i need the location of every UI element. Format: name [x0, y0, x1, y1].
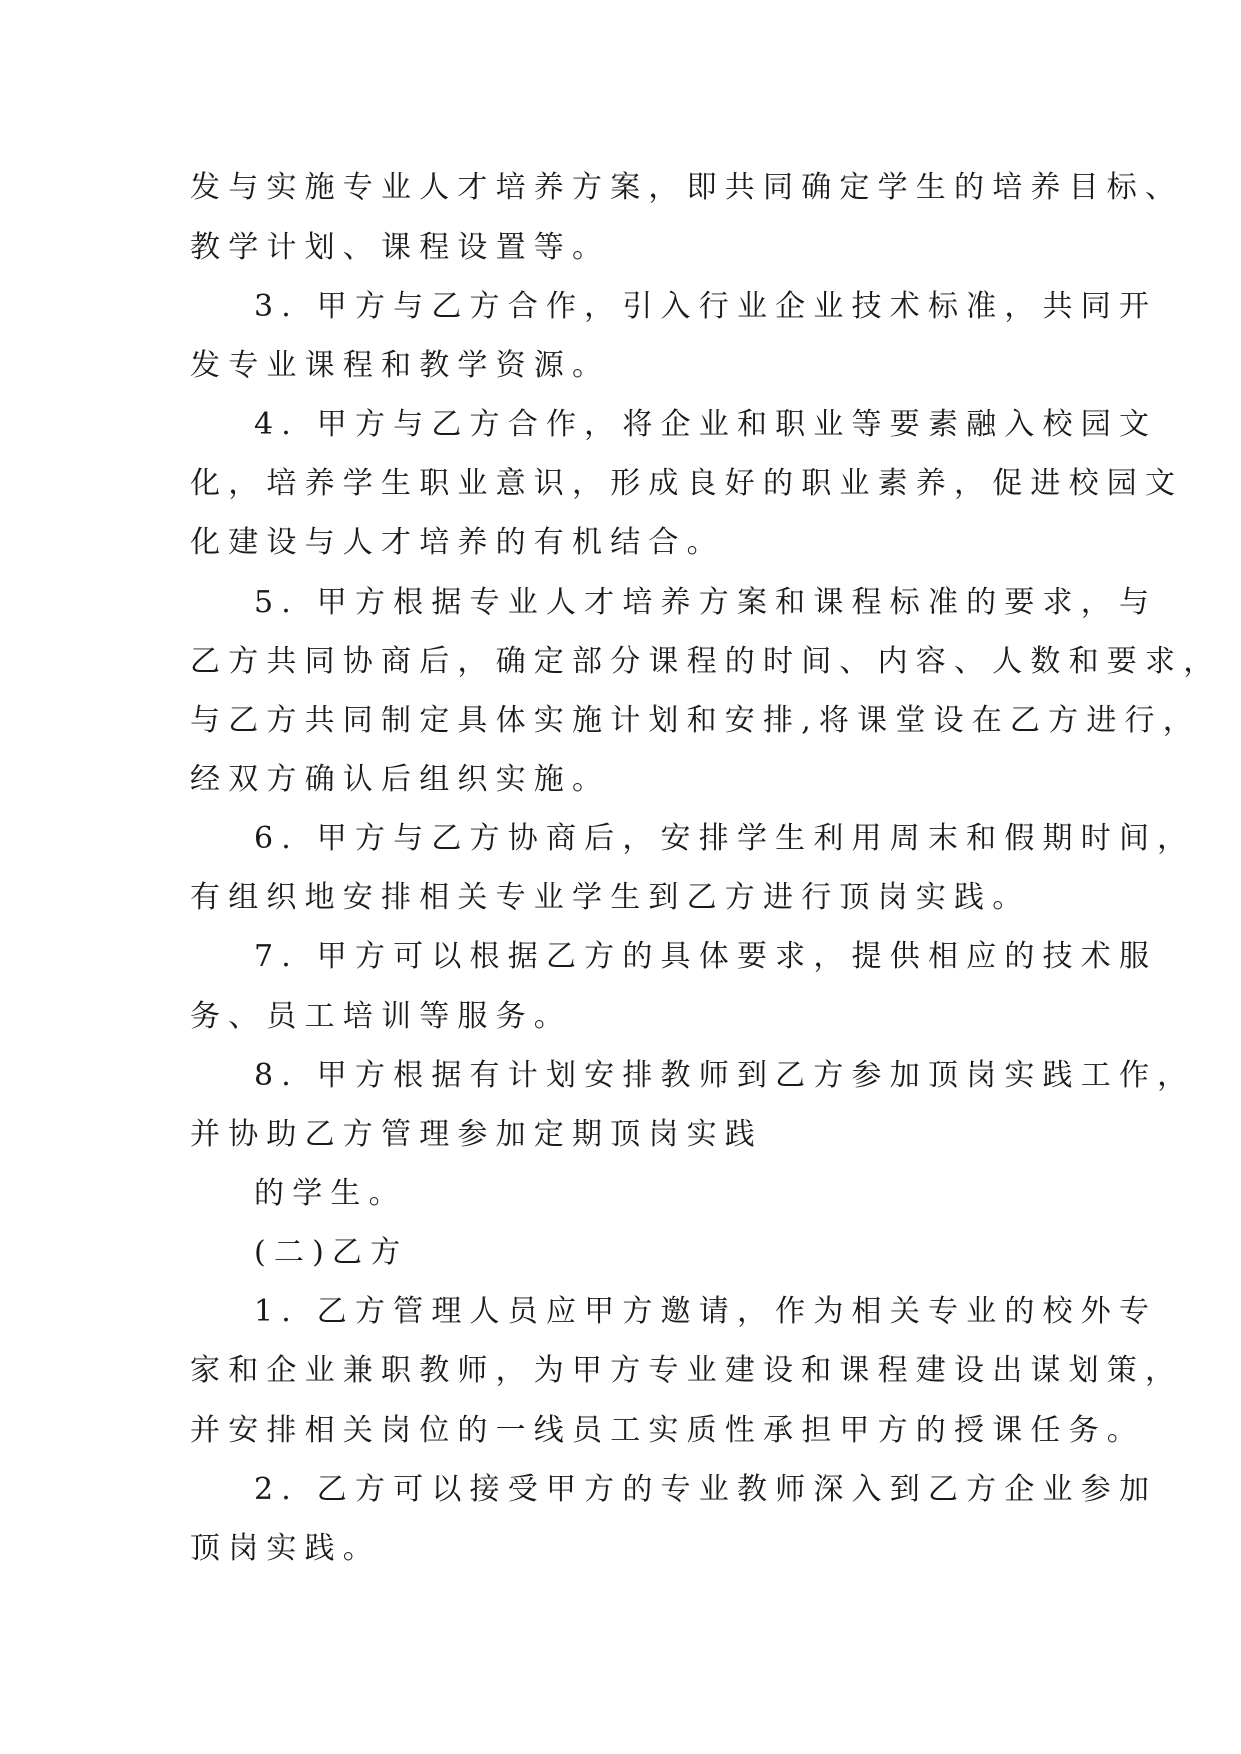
- list-item-1: 1. 乙方管理人员应甲方邀请，作为相关专业的校外专: [254, 1294, 1158, 1329]
- text-line: 务、员工培训等服务。: [190, 999, 572, 1034]
- text-line: 并协助乙方管理参加定期顶岗实践: [190, 1117, 763, 1152]
- text-line: 乙方共同协商后，确定部分课程的时间、内容、人数和要求，: [190, 644, 1222, 679]
- text-line: 顶岗实践。: [190, 1531, 381, 1566]
- list-item-2: 2. 乙方可以接受甲方的专业教师深入到乙方企业参加: [254, 1472, 1158, 1507]
- list-item-4: 4. 甲方与乙方合作，将企业和职业等要素融入校园文: [254, 407, 1158, 442]
- section-heading: (二)乙方: [254, 1235, 409, 1270]
- list-item-6: 6. 甲方与乙方协商后，安排学生利用周末和假期时间，: [254, 821, 1196, 856]
- text-line: 经双方确认后组织实施。: [190, 762, 611, 797]
- text-line: 有组织地安排相关专业学生到乙方进行顶岗实践。: [190, 880, 1031, 915]
- list-item-3: 3. 甲方与乙方合作，引入行业企业技术标准，共同开: [254, 289, 1158, 324]
- text-line: 发与实施专业人才培养方案，即共同确定学生的培养目标、: [190, 170, 1184, 205]
- text-line: 发专业课程和教学资源。: [190, 348, 611, 383]
- list-item-8: 8. 甲方根据有计划安排教师到乙方参加顶岗实践工作，: [254, 1058, 1196, 1093]
- text-line: 的学生。: [254, 1176, 407, 1211]
- text-line: 并安排相关岗位的一线员工实质性承担甲方的授课任务。: [190, 1413, 1145, 1448]
- list-item-5: 5. 甲方根据专业人才培养方案和课程标准的要求，与: [254, 585, 1158, 620]
- text-line: 化，培养学生职业意识，形成良好的职业素养，促进校园文: [190, 466, 1184, 501]
- text-line: 教学计划、课程设置等。: [190, 230, 611, 265]
- list-item-7: 7. 甲方可以根据乙方的具体要求，提供相应的技术服: [254, 939, 1158, 974]
- text-line: 与乙方共同制定具体实施计划和安排,将课堂设在乙方进行，: [190, 703, 1201, 738]
- text-line: 家和企业兼职教师，为甲方专业建设和课程建设出谋划策，: [190, 1353, 1184, 1388]
- text-line: 化建设与人才培养的有机结合。: [190, 525, 725, 560]
